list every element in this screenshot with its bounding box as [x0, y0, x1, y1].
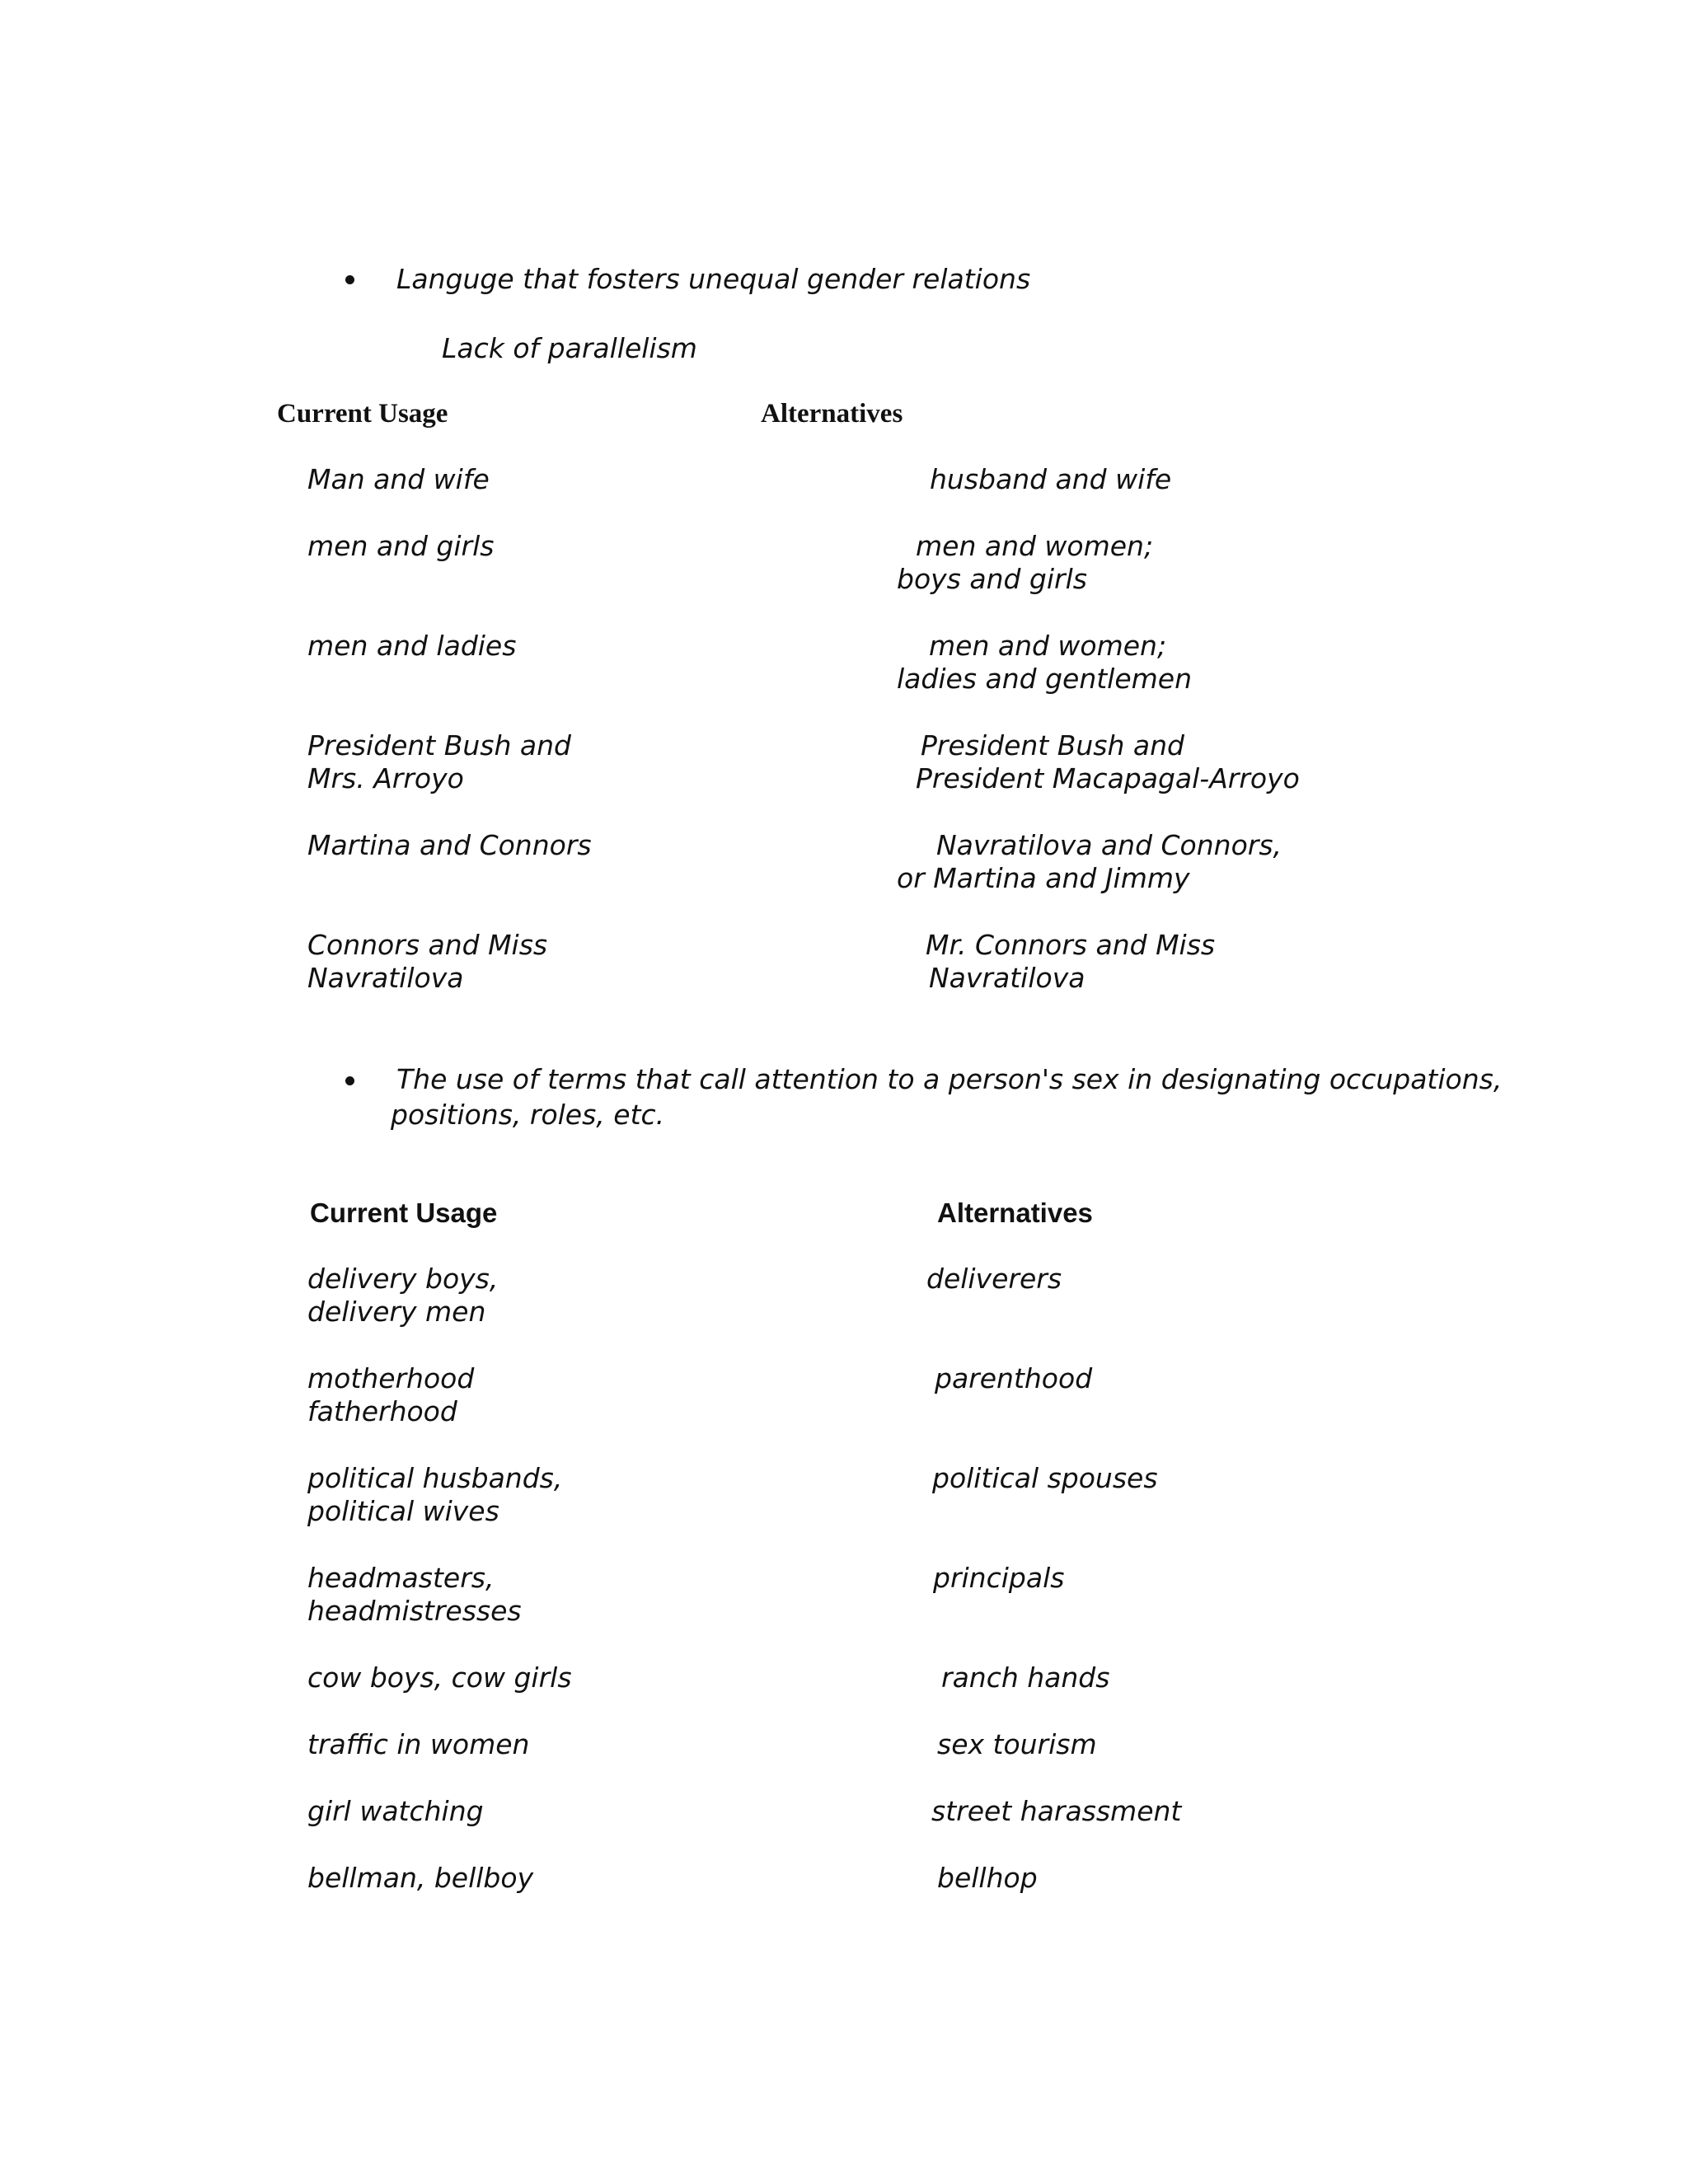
table-row-current — [307, 463, 490, 496]
section1-subheading: Lack of parallelism — [442, 332, 697, 364]
cell-text: cow boys, cow girls — [307, 1661, 572, 1694]
table-row-alternative — [926, 929, 1215, 995]
table-row-alternative — [937, 1728, 1097, 1761]
table-row-current — [307, 630, 516, 663]
section2-col-current-header: Current Usage — [310, 1197, 498, 1228]
section1-col-alternatives-header: Alternatives — [761, 399, 903, 429]
cell-text: husband and wife — [930, 463, 1172, 495]
table-row-current — [307, 929, 547, 995]
table-row-alternative — [937, 1862, 1038, 1895]
table-row-alternative — [916, 729, 1300, 795]
cell-text: Martina and Connors — [307, 829, 592, 861]
table-row-alternative — [932, 1462, 1158, 1495]
cell-text: Navratilova and Connors, — [936, 829, 1282, 861]
cell-text: or Martina and Jimmy — [897, 862, 1190, 894]
cell-text: Mrs. Arroyo — [307, 762, 464, 794]
table-row-alternative — [897, 630, 1192, 696]
cell-text: motherhood — [307, 1362, 475, 1394]
cell-text: ladies and gentlemen — [897, 663, 1193, 695]
table-row-current — [307, 729, 571, 795]
table-row-current — [307, 1562, 522, 1628]
table-row-alternative — [930, 463, 1171, 496]
section2-bullet-text-line1: The use of terms that call attention to a person's sex in designating occupations, — [396, 1063, 1503, 1095]
cell-text: bellhop — [937, 1862, 1038, 1894]
table-row-current — [307, 1263, 498, 1329]
table-row-alternative — [941, 1661, 1109, 1694]
table-row-alternative — [897, 530, 1153, 596]
cell-text: headmistresses — [307, 1595, 522, 1627]
cell-text: President Macapagal-Arroyo — [916, 762, 1300, 794]
bullet-icon — [345, 275, 354, 284]
bullet-icon — [345, 1076, 354, 1085]
cell-text: street harassment — [931, 1795, 1182, 1827]
cell-text: traffic in women — [307, 1728, 530, 1760]
cell-text: bellman, bellboy — [307, 1862, 534, 1894]
cell-text: deliverers — [926, 1263, 1062, 1295]
cell-text: Man and wife — [307, 463, 490, 495]
table-row-current — [307, 1661, 572, 1694]
cell-text: political spouses — [932, 1462, 1158, 1494]
cell-text: men and girls — [307, 530, 495, 562]
cell-text: men and women; — [916, 530, 1154, 562]
cell-text: headmasters, — [307, 1562, 495, 1594]
cell-text: delivery boys, — [307, 1263, 499, 1295]
cell-text: political wives — [307, 1495, 499, 1527]
cell-text: Connors and Miss — [307, 929, 548, 961]
table-row-alternative — [931, 1795, 1181, 1828]
section1-col-current-header: Current Usage — [277, 399, 448, 429]
table-row-current — [307, 829, 592, 862]
cell-text: ranch hands — [941, 1661, 1110, 1694]
table-row-current — [307, 1862, 533, 1895]
cell-text: President Bush and — [307, 729, 571, 762]
section2-bullet-text-line2: positions, roles, etc. — [391, 1099, 665, 1131]
cell-text: Navratilova — [929, 962, 1085, 994]
table-row-alternative — [926, 1263, 1062, 1296]
section2-col-alternatives-header: Alternatives — [937, 1197, 1093, 1228]
table-row-current — [307, 1462, 562, 1528]
table-row-alternative — [933, 1562, 1064, 1595]
cell-text: principals — [933, 1562, 1065, 1594]
cell-text: political husbands, — [307, 1462, 563, 1494]
table-row-alternative — [897, 829, 1282, 895]
cell-text: boys and girls — [897, 563, 1087, 595]
table-row-current — [307, 1362, 474, 1428]
table-row-current — [307, 1795, 484, 1828]
table-row-alternative — [935, 1362, 1092, 1395]
table-row-current — [307, 530, 494, 563]
cell-text: girl watching — [307, 1795, 484, 1827]
cell-text: sex tourism — [937, 1728, 1097, 1760]
cell-text: President Bush and — [921, 729, 1184, 762]
section1-bullet-text: Languge that fosters unequal gender relations — [396, 263, 1031, 295]
cell-text: Mr. Connors and Miss — [926, 929, 1216, 961]
cell-text: delivery men — [307, 1296, 486, 1328]
cell-text: parenthood — [935, 1362, 1093, 1394]
cell-text: men and ladies — [307, 630, 517, 662]
table-row-current — [307, 1728, 529, 1761]
cell-text: Navratilova — [307, 962, 464, 994]
cell-text: men and women; — [929, 630, 1167, 662]
cell-text: fatherhood — [307, 1395, 457, 1427]
